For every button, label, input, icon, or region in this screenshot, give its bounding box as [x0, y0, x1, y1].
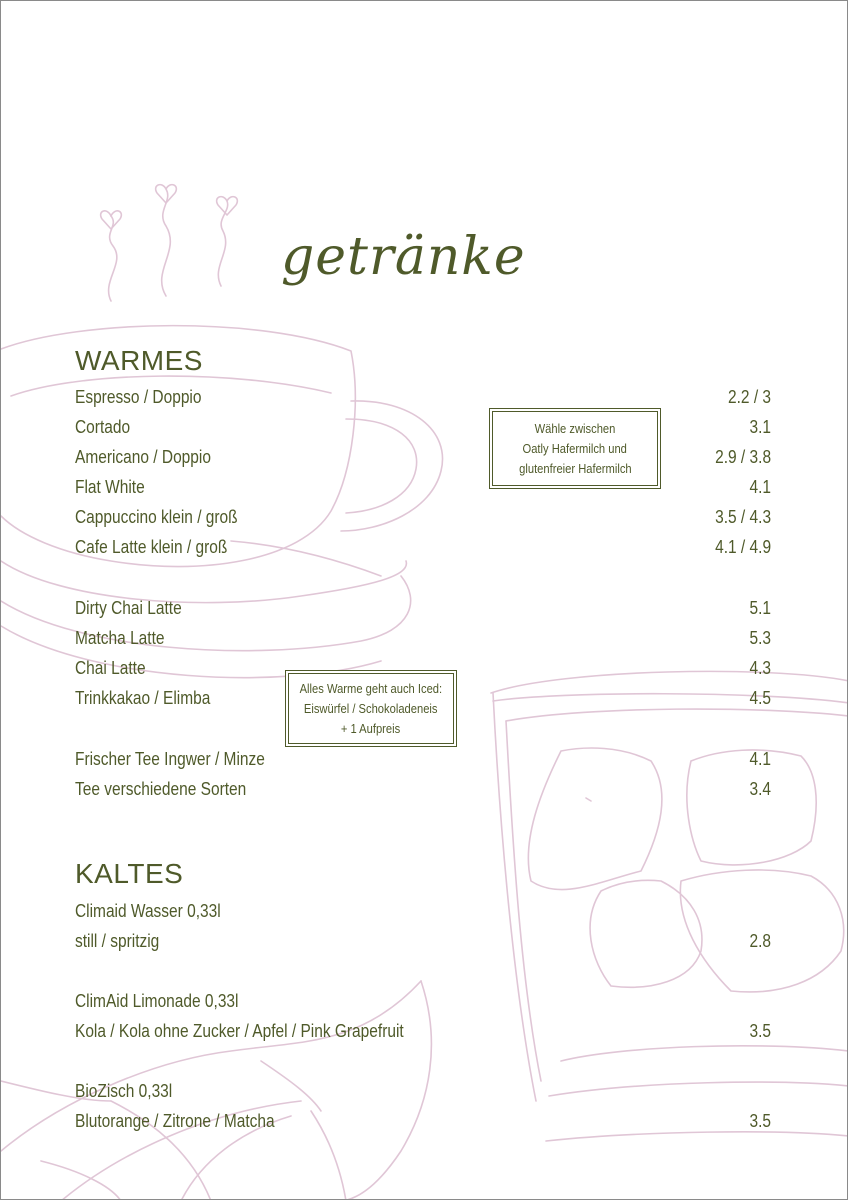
menu-item-name: Climaid Wasser 0,33l — [75, 901, 221, 921]
section-heading-warmes: WARMES — [75, 345, 203, 376]
menu-item-name: Americano / Doppio — [75, 447, 211, 467]
menu-item-price: 3.5 — [749, 1111, 771, 1131]
menu-item-name: Trinkkakao / Elimba — [75, 688, 211, 708]
menu-item-name: ClimAid Limonade 0,33l — [75, 991, 239, 1011]
menu-item-price: 2.2 / 3 — [727, 387, 771, 407]
iced-option-note — [285, 670, 457, 747]
menu-item-name: Cafe Latte klein / groß — [75, 537, 228, 557]
coffee-cup-icon — [1, 326, 443, 678]
iced-glass-icon — [491, 671, 848, 1141]
menu-item-price: 4.3 — [749, 658, 771, 678]
menu-item-name: Cappuccino klein / groß — [75, 507, 238, 527]
menu-item-name: BioZisch 0,33l — [75, 1081, 173, 1101]
menu-item-name: Dirty Chai Latte — [75, 598, 182, 618]
menu-item-price: 4.1 — [749, 477, 771, 497]
note-line: Wähle zwischen — [534, 420, 616, 436]
menu-item-name: Tee verschiedene Sorten — [75, 779, 247, 799]
menu-item-price: 2.8 — [749, 931, 771, 951]
menu-item-price: 5.3 — [749, 628, 771, 648]
steam-hearts-icon — [101, 185, 238, 301]
menu-item-price: 5.1 — [749, 598, 771, 618]
section-heading-kaltes: KALTES — [75, 858, 184, 889]
note-line: + 1 Aufpreis — [341, 720, 401, 736]
note-line: Oatly Hafermilch und — [522, 440, 628, 456]
menu-item-price: 4.5 — [749, 688, 771, 708]
menu-item-name: Flat White — [75, 477, 145, 497]
menu-item-price: 3.4 — [749, 779, 771, 799]
note-line: Eiswürfel / Schokoladeneis — [304, 700, 438, 716]
menu-item-name: still / spritzig — [75, 931, 160, 951]
menu-item-price: 3.5 / 4.3 — [715, 507, 771, 527]
menu-item-name: Blutorange / Zitrone / Matcha — [75, 1111, 275, 1131]
lemon-slice-icon — [1, 981, 431, 1200]
note-line: glutenfreier Hafermilch — [518, 460, 632, 476]
menu-item-price: 4.1 — [749, 749, 771, 769]
menu-item-name: Espresso / Doppio — [75, 387, 202, 407]
menu-title: getränke — [281, 227, 526, 287]
note-line: Alles Warme geht auch Iced: — [299, 680, 443, 696]
menu-item-name: Matcha Latte — [75, 628, 165, 648]
menu-item-name: Cortado — [75, 417, 131, 437]
menu-item-price: 3.1 — [749, 417, 771, 437]
menu-item-name: Chai Latte — [75, 658, 146, 678]
menu-item-name: Kola / Kola ohne Zucker / Apfel / Pink Grapefruit — [75, 1021, 404, 1041]
menu-item-name: Frischer Tee Ingwer / Minze — [75, 749, 265, 769]
menu-item-price: 3.5 — [749, 1021, 771, 1041]
menu-item-price: 4.1 / 4.9 — [715, 537, 771, 557]
milk-options-note — [489, 408, 661, 489]
menu-item-price: 2.9 / 3.8 — [715, 447, 771, 467]
